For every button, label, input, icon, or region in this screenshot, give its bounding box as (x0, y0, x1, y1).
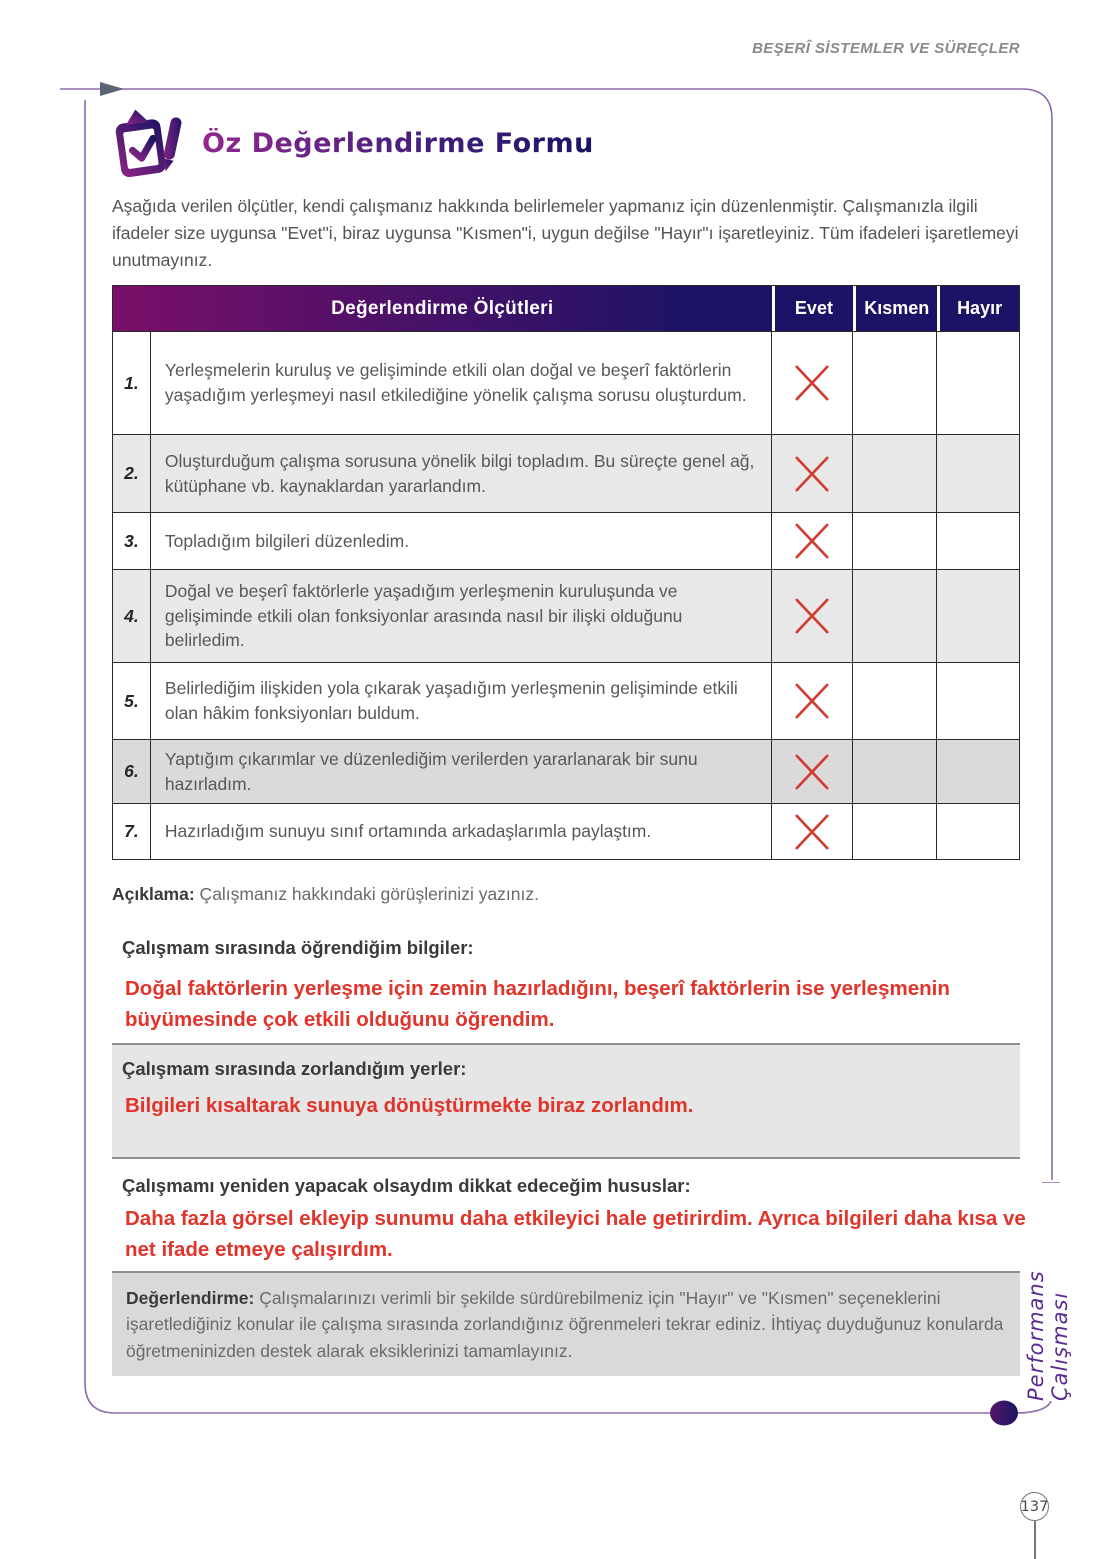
row-number: 1. (113, 332, 151, 434)
answer-cell-hayir (937, 513, 1019, 569)
section-box-difficulties (112, 1043, 1020, 1159)
clipboard-check-icon (106, 104, 184, 182)
aciklama-label: Açıklama: (112, 884, 195, 904)
section-label-redo: Çalışmamı yeniden yapacak olsaydım dikkat edeceğim hususlar: (122, 1175, 691, 1196)
row-criterion: Yerleşmelerin kuruluş ve gelişiminde etkili olan doğal ve beşerî faktörlerin yaşadığım yerleşmeyi nasıl etkilediğine yönelik çalışma sorusu oluşturdum. (151, 332, 772, 434)
arrow-right-icon (100, 82, 124, 96)
aciklama-line (112, 884, 539, 905)
answer-cell-kismen (853, 332, 937, 434)
x-mark-icon (793, 751, 831, 793)
table-row (113, 803, 1019, 859)
x-mark-icon (793, 453, 831, 495)
section-answer-difficulties: Bilgileri kısaltarak sunuya dönüştürmekte biraz zorlandım. (125, 1094, 694, 1117)
row-criterion: Belirlediğim ilişkiden yola çıkarak yaşadığım yerleşmenin gelişiminde etkili olan hâkim fonksiyonları buldum. (151, 663, 772, 739)
answer-cell-hayir (937, 332, 1019, 434)
x-mark-icon (793, 680, 831, 722)
section-label-difficulties: Çalışmam sırasında zorlandığım yerler: (122, 1058, 467, 1079)
answer-cell-evet (772, 570, 854, 662)
answer-cell-kismen (853, 435, 937, 512)
page-number-line (1034, 1521, 1036, 1559)
running-header: BEŞERÎ SİSTEMLER VE SÜREÇLER (752, 40, 1020, 57)
row-criterion: Oluşturduğum çalışma sorusuna yönelik bilgi topladım. Bu süreçte genel ağ, kütüphane vb. kaynaklardan yararlandım. (151, 435, 772, 512)
aciklama-text: Çalışmanız hakkındaki görüşlerinizi yazınız. (194, 884, 539, 904)
row-number: 6. (113, 740, 151, 803)
x-mark-icon (793, 811, 831, 853)
row-criterion: Topladığım bilgileri düzenledim. (151, 513, 772, 569)
answer-cell-hayir (937, 740, 1019, 803)
section-answer-redo: Daha fazla görsel ekleyip sunumu daha etkileyici hale getirirdim. Ayrıca bilgileri daha kısa ve net ifade etmeye çalışırdım. (125, 1207, 1026, 1261)
section-answer-learned: Doğal faktörlerin yerleşme için zemin hazırladığını, beşerî faktörlerin ise yerleşmenin büyümesinde çok etkili olduğunu öğrendim. (125, 977, 950, 1031)
table-header-kismen: Kısmen (853, 286, 937, 331)
answer-cell-evet (772, 435, 854, 512)
answer-cell-kismen (853, 804, 937, 859)
table-row (113, 662, 1019, 739)
answer-cell-hayir (937, 435, 1019, 512)
intro-text: Aşağıda verilen ölçütler, kendi çalışmanız hakkında belirlemeler yapmanız için düzenlenmiştir. Çalışmanızla ilgili ifadeler size uygunsa "Evet"i, biraz uygunsa "Kısmen"i, uygun değilse "Hayır"ı işaretleyiniz. Tüm ifadeleri işaretlemeyi unutmayınız. (112, 196, 1019, 271)
row-number: 5. (113, 663, 151, 739)
x-mark-icon (793, 362, 831, 404)
degerlendirme-box (112, 1271, 1020, 1376)
row-number: 2. (113, 435, 151, 512)
answer-cell-kismen (853, 740, 937, 803)
table-row (113, 739, 1019, 803)
table-header-evet: Evet (772, 286, 854, 331)
degerlendirme-text: Çalışmalarınızı verimli bir şekilde sürdürebilmeniz için "Hayır" ve "Kısmen" seçeneklerini işaretlediğiniz konular ile çalışma sırasında zorlandığınız öğrenmeleri tekrar ediniz. İhtiyaç duyduğunuz konularda öğretmeninizden destek alarak eksiklerinizi tamamlayınız. (126, 1288, 1004, 1361)
x-mark-icon (793, 520, 831, 562)
page-title: Öz Değerlendirme Formu (202, 127, 594, 159)
row-criterion: Doğal ve beşerî faktörlerle yaşadığım yerleşmenin kuruluşunda ve gelişiminde etkili olan fonksiyonlar arasında nasıl bir ilişki olduğunu belirledim. (151, 570, 772, 662)
criteria-table (112, 285, 1020, 860)
form-title-row (106, 104, 594, 182)
table-row (113, 434, 1019, 512)
table-row (113, 569, 1019, 662)
answer-cell-evet (772, 513, 854, 569)
answer-cell-kismen (853, 663, 937, 739)
side-label-performans: Performans Çalışması (1026, 1183, 1070, 1401)
answer-cell-hayir (937, 804, 1019, 859)
table-row (113, 512, 1019, 569)
degerlendirme-label: Değerlendirme: (126, 1288, 255, 1308)
row-number: 4. (113, 570, 151, 662)
row-criterion: Yaptığım çıkarımlar ve düzenlediğim verilerden yararlanarak bir sunu hazırladım. (151, 740, 772, 803)
answer-cell-hayir (937, 663, 1019, 739)
x-mark-icon (793, 595, 831, 637)
answer-cell-kismen (853, 513, 937, 569)
table-header-criteria: Değerlendirme Ölçütleri (113, 286, 772, 331)
table-header-row (113, 286, 1019, 331)
section-label-learned: Çalışmam sırasında öğrendiğim bilgiler: (122, 937, 474, 958)
table-row (113, 331, 1019, 434)
answer-cell-hayir (937, 570, 1019, 662)
table-header-hayir: Hayır (937, 286, 1019, 331)
page-number: 137 (1020, 1492, 1049, 1521)
row-number: 3. (113, 513, 151, 569)
corner-dot (990, 1401, 1018, 1426)
answer-cell-kismen (853, 570, 937, 662)
answer-cell-evet (772, 663, 854, 739)
row-number: 7. (113, 804, 151, 859)
answer-cell-evet (772, 804, 854, 859)
answer-cell-evet (772, 740, 854, 803)
answer-cell-evet (772, 332, 854, 434)
row-criterion: Hazırladığım sunuyu sınıf ortamında arkadaşlarımla paylaştım. (151, 804, 772, 859)
